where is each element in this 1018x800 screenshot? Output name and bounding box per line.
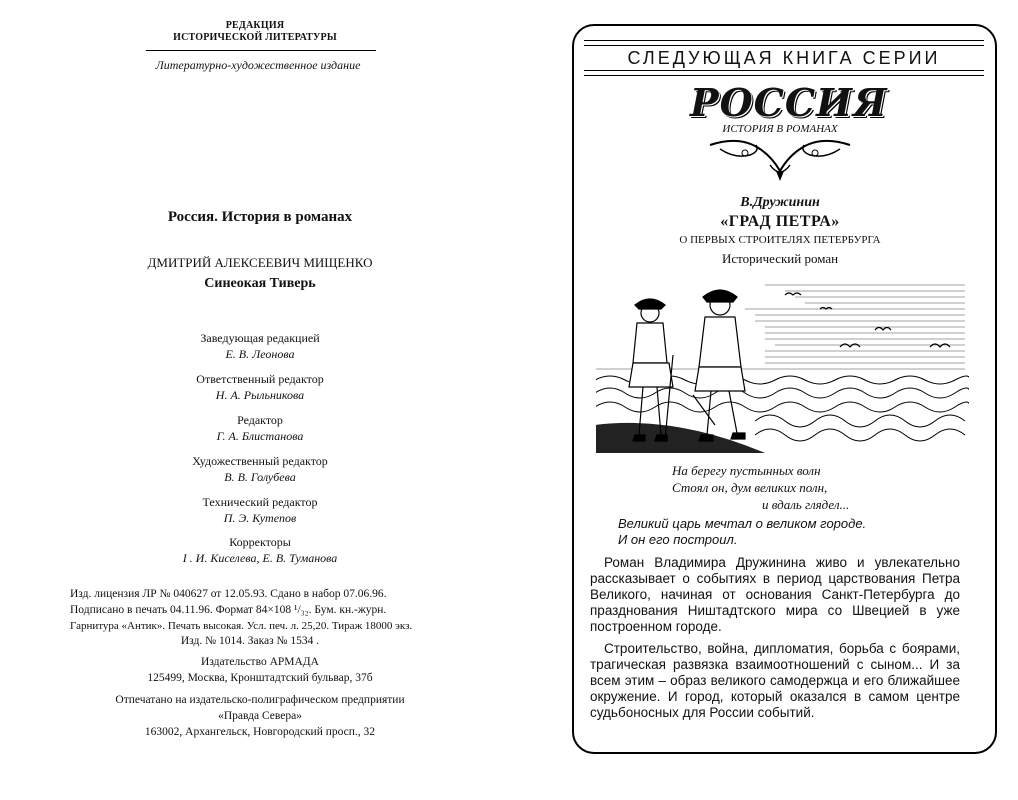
credit-role: Художественный редактор — [192, 454, 328, 468]
series-title: Россия. История в романах — [167, 209, 353, 225]
printer-line: 163002, Архангельск, Новгородский просп., 32 — [144, 726, 376, 738]
imprint-line: Изд. № 1014. Заказ № 1534 . — [180, 635, 320, 647]
poem-line-1: На берегу пустынных волн — [672, 463, 821, 478]
credit-name: Г. А. Блистанова — [216, 429, 304, 443]
imprint-line: Подписано в печать 04.11.96. Формат 84×108 ¹/₃₂. Бум. кн.-журн. — [70, 604, 387, 616]
next-genre: Исторический роман — [721, 251, 839, 266]
credit-role: Заведующая редакцией — [200, 331, 320, 345]
poem-line-3: и вдаль глядел... — [762, 497, 850, 512]
divider — [146, 50, 376, 51]
credit-role: Ответственный редактор — [196, 372, 324, 386]
emphasis-line-1: Великий царь мечтал о великом городе. — [618, 516, 867, 531]
imprint-line: Изд. лицензия ЛР № 040627 от 12.05.93. Сдано в набор 07.06.96. — [70, 588, 387, 600]
banner-text: СЛЕДУЮЩАЯ КНИГА СЕРИИ — [627, 48, 941, 68]
description-paragraph: Роман Владимира Дружинина живо и увлекательно рассказывает о событиях в период царствования Петра Великого, начиная от основания Санкт-Петербурга до празднования Ништадтского мира со Швецией в уже построенном городе. — [590, 555, 960, 634]
ornament-icon — [690, 135, 870, 185]
credit-role: Редактор — [237, 413, 283, 427]
author-name: ДМИТРИЙ АЛЕКСЕЕВИЧ МИЩЕНКО — [147, 255, 373, 270]
next-author: В.Дружинин — [740, 195, 820, 210]
credit-name: В. В. Голубева — [224, 470, 296, 484]
printer-line: «Правда Севера» — [218, 710, 302, 722]
logo-main: РОССИЯ — [690, 80, 888, 125]
illustration-image — [595, 275, 970, 455]
credit-name: П. Э. Кутепов — [223, 511, 297, 525]
poem-line-2: Стоял он, дум великих полн, — [672, 480, 828, 495]
printer-line: Отпечатано на издательско-полиграфическом предприятии — [115, 694, 405, 706]
credit-name: Н. А. Рыльникова — [215, 388, 305, 402]
series-logo — [690, 80, 888, 190]
next-book-banner — [584, 40, 984, 76]
description — [590, 555, 960, 727]
emphasis-line-2: И он его построил. — [618, 532, 738, 547]
credit-name: Е. В. Леонова — [225, 347, 295, 361]
credit-role: Корректоры — [229, 535, 291, 549]
next-subtitle: О ПЕРВЫХ СТРОИТЕЛЯХ ПЕТЕРБУРГА — [679, 234, 881, 246]
publisher-top-line-1: РЕДАКЦИЯ — [225, 20, 285, 31]
credit-role: Технический редактор — [202, 495, 318, 509]
publisher-address: 125499, Москва, Кронштадтский бульвар, 37б — [147, 672, 373, 684]
edition-type: Литературно-художественное издание — [155, 58, 361, 72]
description-paragraph: Строительство, война, дипломатия, борьба с боярами, трагическая развязка взаимоотношений с сыном... И за всем этим – образ великого самодержца и его ближайшее окружение. И город, который оказался в самом центре судьбоносных для России событий. — [590, 641, 960, 720]
logo-sub: ИСТОРИЯ В РОМАНАХ — [722, 123, 838, 135]
publisher-name: Издательство АРМАДА — [201, 656, 319, 668]
imprint-line: Гарнитура «Антик». Печать высокая. Усл. печ. л. 25,20. Тираж 18000 экз. — [70, 620, 413, 632]
credit-name: І . И. Киселева, Е. В. Туманова — [182, 551, 338, 565]
next-title: «ГРАД ПЕТРА» — [720, 213, 840, 230]
book-title: Синеокая Тиверь — [204, 276, 316, 291]
publisher-top-line-2: ИСТОРИЧЕСКОЙ ЛИТЕРАТУРЫ — [173, 32, 337, 43]
